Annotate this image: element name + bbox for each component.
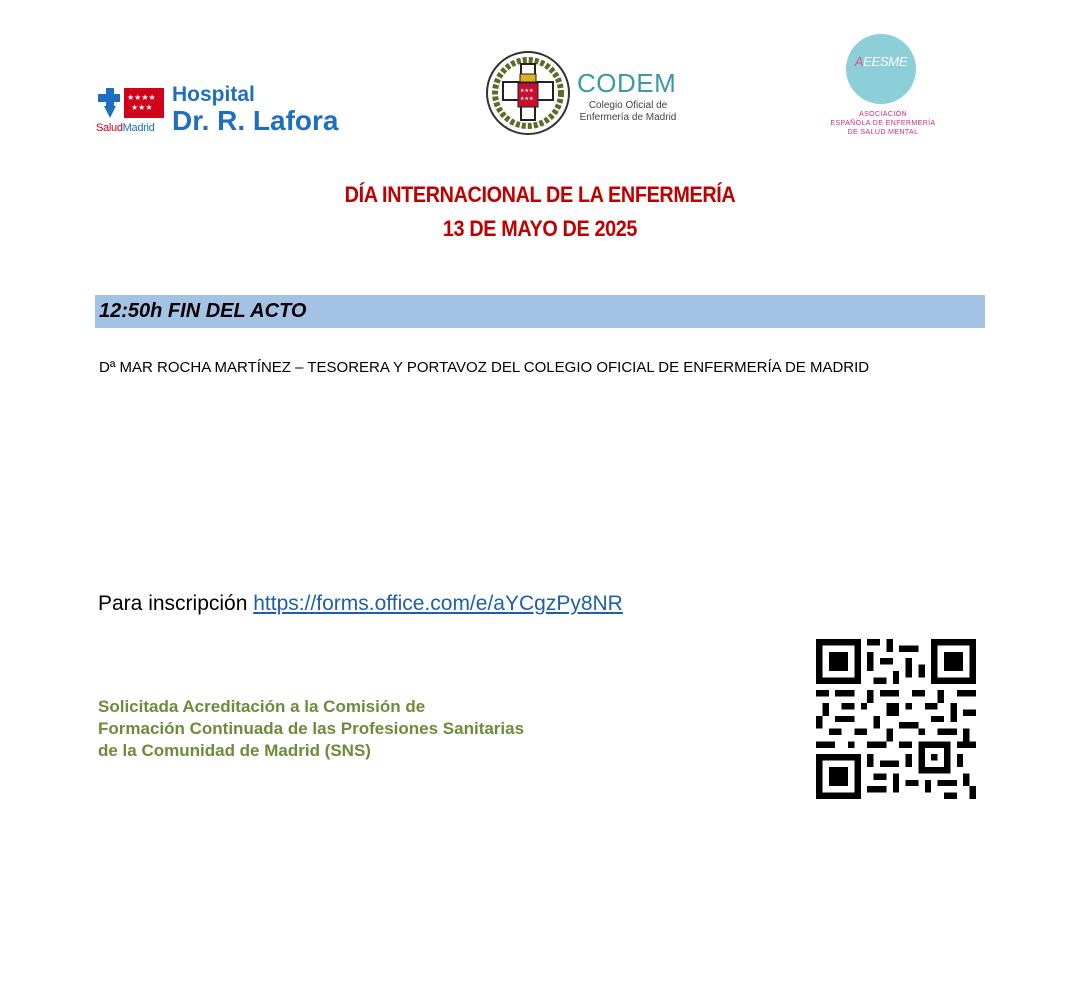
salud-madrid-mark-icon — [96, 86, 166, 122]
svg-text:★★★: ★★★ — [520, 88, 534, 94]
svg-text:★★★: ★★★ — [520, 96, 534, 102]
hospital-lafora-logo — [96, 84, 376, 140]
aeesme-logo — [830, 30, 936, 150]
registration-line — [98, 592, 623, 616]
qr-code-icon[interactable] — [816, 639, 976, 799]
aeesme-circle-icon — [846, 34, 916, 104]
event-title: DÍA INTERNACIONAL DE LA ENFERMERÍA — [344, 182, 736, 207]
codem-name: CODEM — [577, 68, 677, 98]
section-heading: 12:50h FIN DEL ACTO — [99, 300, 307, 322]
codem-logo — [485, 50, 685, 140]
section-heading-bar — [95, 295, 985, 328]
svg-text:★★★: ★★★ — [131, 103, 153, 112]
hospital-name: Hospital Dr. R. Lafora — [172, 83, 339, 136]
accreditation-note: Solicitada Acreditación a la Comisión de Formación Continuada de las Profesiones Sanitarias de la Comunidad de Madrid (SNS) — [98, 697, 525, 760]
speaker-line: Dª MAR ROCHA MARTÍNEZ – TESORERA Y PORTAVOZ DEL COLEGIO OFICIAL DE ENFERMERÍA DE MADRID — [99, 359, 870, 376]
aeesme-subtitle: ASOCIACIÓN ESPAÑOLA DE ENFERMERÍA DE SALUD MENTAL — [830, 111, 936, 136]
codem-subtitle: Colegio Oficial de Enfermería de Madrid — [579, 100, 677, 123]
event-date: 13 DE MAYO DE 2025 — [442, 216, 638, 241]
svg-text:★★★★: ★★★★ — [127, 93, 156, 102]
registration-link[interactable]: https://forms.office.com/e/aYCgzPy8NR — [253, 592, 623, 615]
registration-label: Para inscripción — [98, 592, 248, 615]
salud-madrid-text: SaludMadrid — [96, 122, 155, 134]
aeesme-name: AEESME — [854, 54, 908, 69]
codem-seal-icon — [485, 50, 571, 136]
